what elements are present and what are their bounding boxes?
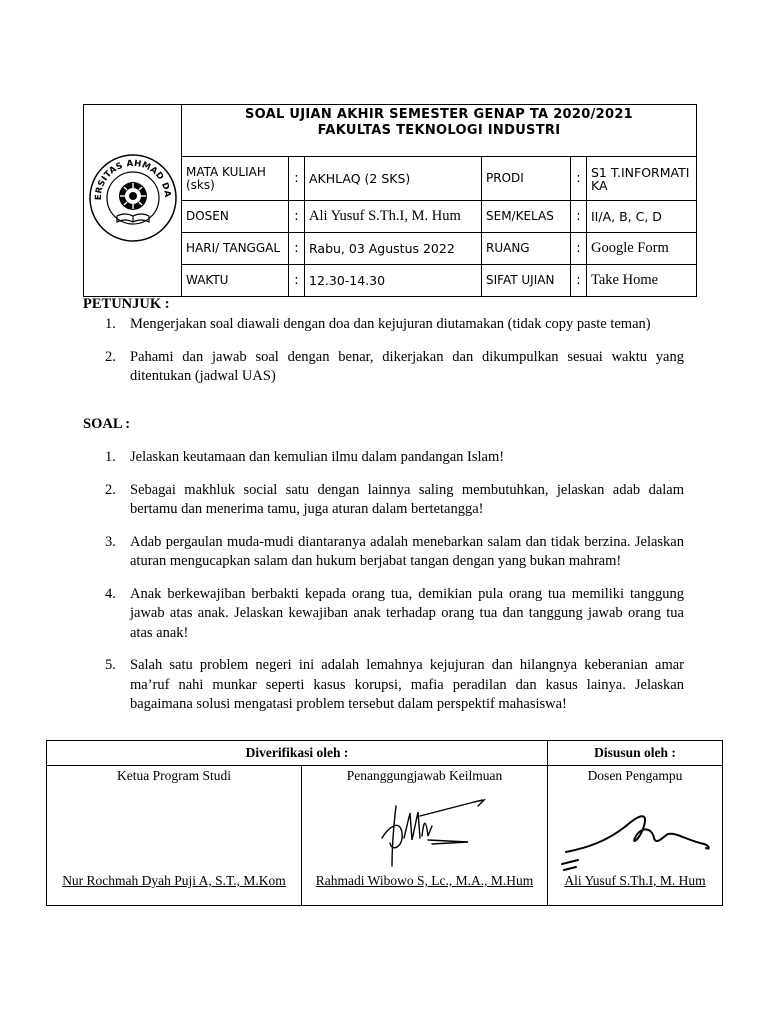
room-value: Google Form [587,233,697,265]
lecturer-label: DOSEN [182,201,289,233]
program-label: PRODI [482,157,571,201]
colon: : [571,157,587,201]
instructions-list [105,315,684,400]
item-number: 4. [105,585,116,602]
exam-header-table [83,104,697,297]
item-text: Adab pergaulan muda-mudi diantaranya adalah menebarkan salam dan tidak berzina. Jelaskan aturan mengucapkan salam dan hukum berjabat tangan dengan yang bukan mahram! [130,533,684,569]
instructions-title: PETUNJUK : [83,296,170,312]
signature-cell-lecturer [548,766,723,906]
colon: : [289,265,305,297]
university-logo-cell [84,105,182,297]
lecturer-value: Ali Yusuf S.Th.I, M. Hum [305,201,482,233]
colon: : [289,157,305,201]
course-value: AKHLAQ (2 SKS) [305,157,482,201]
book-emblem [117,214,149,222]
item-text: Mengerjakan soal diawali dengan doa dan kejujuran diutamakan (tidak copy paste teman) [130,316,651,332]
signer-name: Ali Yusuf S.Th.I, M. Hum [564,873,706,888]
item-text: Jelaskan keutamaan dan kemulian ilmu dalam pandangan Islam! [130,449,505,465]
colon: : [571,201,587,233]
colon: : [289,201,305,233]
item-number: 2. [105,481,116,498]
verified-by-label: Diverifikasi oleh : [47,741,548,766]
signature-table [46,740,723,906]
sun-emblem [119,182,147,210]
questions-list [105,448,684,728]
date-label: HARI/ TANGGAL [182,233,289,265]
colon: : [571,265,587,297]
question-item [105,585,684,644]
item-text: Pahami dan jawab soal dengan benar, dikerjakan dan dikumpulkan sesuai waktu yang ditentukan (jadwal UAS) [130,348,684,384]
item-number: 3. [105,533,116,550]
semester-class-value: II/A, B, C, D [587,201,697,233]
list-item [105,315,684,335]
item-number: 5. [105,657,116,673]
signer-role: Penanggungjawab Keilmuan [346,768,503,783]
signature-image [362,798,492,870]
item-number: 1. [105,449,116,465]
item-number: 2. [105,348,116,365]
item-text: Sebagai makhluk social satu dengan lainnya saling membutuhkan, jelaskan adab dalam bertamu dan menerima tamu, juga aturan dalam bertetangga! [130,481,684,517]
question-item [105,656,684,715]
university-logo [87,152,179,244]
colon: : [289,233,305,265]
questions-title: SOAL : [83,416,131,432]
colon: : [571,233,587,265]
signature-cell-head-of-program [47,766,302,906]
list-item [105,348,684,387]
signer-role: Dosen Pengampu [587,768,683,783]
course-label: MATA KULIAH (sks) [182,157,289,201]
faculty-title: FAKULTAS TEKNOLOGI INDUSTRI [317,123,561,138]
exam-type-value: Take Home [587,265,697,297]
signer-name: Nur Rochmah Dyah Puji A, S.T., M.Kom [62,873,286,888]
item-text: Salah satu problem negeri ini adalah lemahnya kejujuran dan hilangnya keberanian amar ma’ruf nahi munkar seperti kasus korupsi, mafia peradilan dan kasus lainya. Jelaskan bagaimana solusi mengatasi problem tersebut dalam perspektif mahasiswa! [130,657,684,712]
question-item [105,448,684,468]
program-value: S1 T.INFORMATIKA [587,157,697,201]
item-text: Anak berkewajiban berbakti kepada orang tua, demikian pula orang tua memiliki tanggung jawab atas anak. Jelaskan kewajiban anak terhadap orang tua dan tanggung jawab orang tua atas anak! [130,585,684,641]
signature-cell-scholarship [302,766,548,906]
time-value: 12.30-14.30 [305,265,482,297]
exam-title-cell [182,105,697,157]
time-label: WAKTU [182,265,289,297]
question-item [105,481,684,520]
date-value: Rabu, 03 Agustus 2022 [305,233,482,265]
signature-image [556,802,716,874]
question-item [105,533,684,572]
logo-text: ERSITAS AHMAD DA [93,158,172,201]
signer-role: Ketua Program Studi [117,768,231,783]
exam-title: SOAL UJIAN AKHIR SEMESTER GENAP TA 2020/2021 [244,107,634,122]
room-label: RUANG [482,233,571,265]
prepared-by-label: Disusun oleh : [548,741,723,766]
exam-type-label: SIFAT UJIAN [482,265,571,297]
item-number: 1. [105,316,116,332]
semester-class-label: SEM/KELAS [482,201,571,233]
signer-name: Rahmadi Wibowo S, Lc., M.A., M.Hum [315,873,534,888]
